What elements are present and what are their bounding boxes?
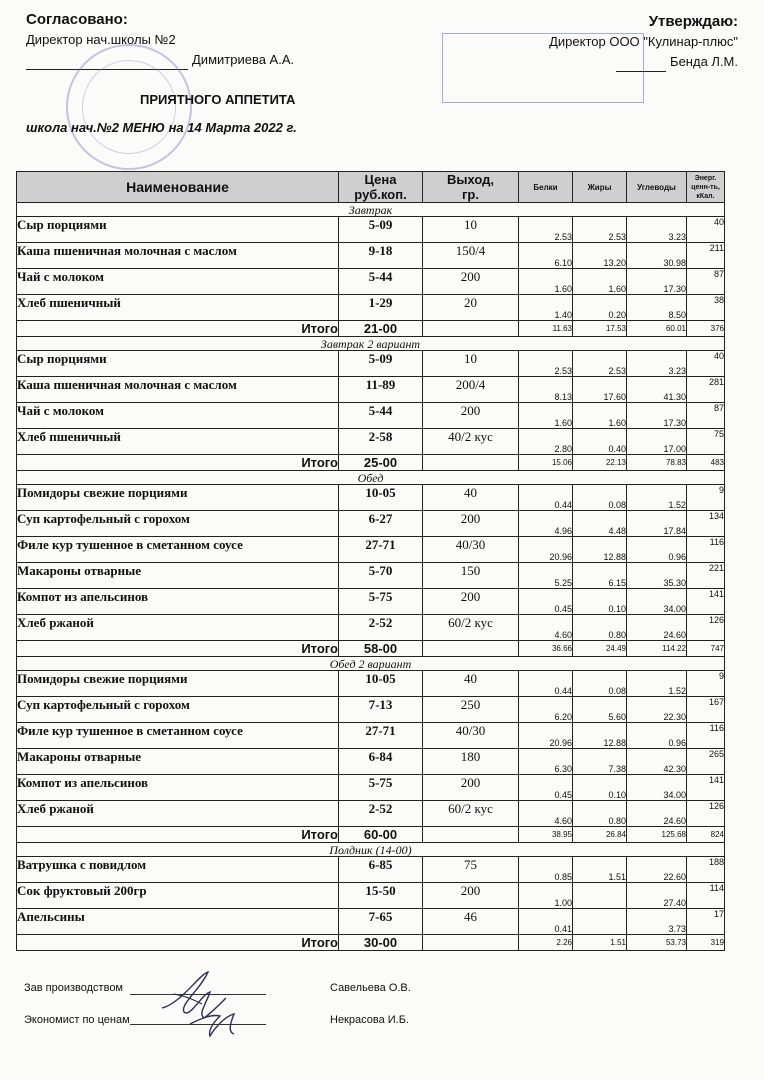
total-price: 25-00 <box>339 455 423 471</box>
dish-energy: 211 <box>687 243 725 269</box>
approve-title: Утверждаю: <box>648 13 738 30</box>
table-row <box>17 671 725 697</box>
dish-price: 2-52 <box>339 615 423 641</box>
agreed-name: Димитриева А.А. <box>192 52 295 67</box>
dish-energy: 167 <box>687 697 725 723</box>
total-price: 21-00 <box>339 321 423 337</box>
table-row <box>17 485 725 511</box>
dish-proteins: 8.13 <box>519 377 573 403</box>
total-row <box>17 321 725 337</box>
dish-carbs: 17.30 <box>627 269 687 295</box>
total-row <box>17 455 725 471</box>
dish-output: 200 <box>423 589 519 615</box>
dish-name: Хлеб пшеничный <box>17 295 339 321</box>
section-title: Полдник (14-00) <box>17 843 725 857</box>
dish-price: 1-29 <box>339 295 423 321</box>
dish-proteins: 2.53 <box>519 217 573 243</box>
total-output-empty <box>423 455 519 471</box>
dish-fats: 0.80 <box>573 801 627 827</box>
header-carbs: Углеводы <box>627 172 687 203</box>
total-output-empty <box>423 321 519 337</box>
total-output-empty <box>423 935 519 951</box>
dish-name: Помидоры свежие порциями <box>17 485 339 511</box>
table-row <box>17 909 725 935</box>
total-fats: 22.13 <box>573 455 627 471</box>
dish-price: 2-58 <box>339 429 423 455</box>
table-row <box>17 295 725 321</box>
dish-fats: 1.51 <box>573 857 627 883</box>
header-price-line2: руб.коп. <box>354 187 407 202</box>
dish-fats: 0.40 <box>573 429 627 455</box>
dish-carbs: 1.52 <box>627 671 687 697</box>
dish-price: 2-52 <box>339 801 423 827</box>
total-label: Итого <box>17 641 339 657</box>
dish-price: 5-75 <box>339 589 423 615</box>
dish-proteins: 6.10 <box>519 243 573 269</box>
dish-price: 7-65 <box>339 909 423 935</box>
agreed-position: Директор нач.школы №2 <box>26 32 176 47</box>
section-title: Завтрак <box>17 203 725 217</box>
dish-energy: 141 <box>687 775 725 801</box>
dish-carbs: 34.00 <box>627 589 687 615</box>
dish-energy: 281 <box>687 377 725 403</box>
dish-price: 10-05 <box>339 485 423 511</box>
dish-energy: 114 <box>687 883 725 909</box>
appetite-heading: ПРИЯТНОГО АППЕТИТА <box>140 92 296 107</box>
dish-output: 150/4 <box>423 243 519 269</box>
section-header-row <box>17 657 725 671</box>
total-fats: 17.53 <box>573 321 627 337</box>
dish-proteins: 0.44 <box>519 671 573 697</box>
total-energy: 483 <box>687 455 725 471</box>
total-carbs: 114.22 <box>627 641 687 657</box>
section-header-row <box>17 843 725 857</box>
dish-energy: 126 <box>687 615 725 641</box>
dish-output: 200 <box>423 775 519 801</box>
approve-position: Директор ООО "Кулинар-плюс" <box>549 34 738 49</box>
approve-name: Бенда Л.М. <box>670 54 738 69</box>
dish-fats: 12.88 <box>573 537 627 563</box>
dish-proteins: 0.44 <box>519 485 573 511</box>
dish-fats: 7.38 <box>573 749 627 775</box>
dish-name: Сыр порциями <box>17 351 339 377</box>
dish-output: 10 <box>423 351 519 377</box>
total-proteins: 2.26 <box>519 935 573 951</box>
dish-carbs: 3.23 <box>627 351 687 377</box>
header-energy-line2: ценн-ть, <box>691 183 720 191</box>
total-price: 30-00 <box>339 935 423 951</box>
economist-name: Некрасова И.Б. <box>330 1014 409 1026</box>
dish-name: Макароны отварные <box>17 563 339 589</box>
agreed-title: Согласовано: <box>26 11 128 28</box>
table-row <box>17 883 725 909</box>
dish-price: 7-13 <box>339 697 423 723</box>
dish-energy: 17 <box>687 909 725 935</box>
header-energy <box>687 172 725 203</box>
table-row <box>17 537 725 563</box>
dish-name: Хлеб ржаной <box>17 615 339 641</box>
dish-carbs: 3.23 <box>627 217 687 243</box>
dish-name: Каша пшеничная молочная с маслом <box>17 243 339 269</box>
dish-proteins: 1.40 <box>519 295 573 321</box>
dish-output: 20 <box>423 295 519 321</box>
dish-output: 40/30 <box>423 723 519 749</box>
header-price <box>339 172 423 203</box>
dish-output: 180 <box>423 749 519 775</box>
dish-output: 40/2 кус <box>423 429 519 455</box>
dish-name: Макароны отварные <box>17 749 339 775</box>
dish-output: 200 <box>423 883 519 909</box>
table-row <box>17 589 725 615</box>
dish-fats: 1.60 <box>573 403 627 429</box>
total-fats: 1.51 <box>573 935 627 951</box>
total-label: Итого <box>17 827 339 843</box>
total-fats: 24.49 <box>573 641 627 657</box>
dish-fats: 4.48 <box>573 511 627 537</box>
dish-name: Чай с молоком <box>17 403 339 429</box>
header-output <box>423 172 519 203</box>
dish-price: 6-27 <box>339 511 423 537</box>
dish-output: 250 <box>423 697 519 723</box>
dish-fats: 12.88 <box>573 723 627 749</box>
dish-output: 60/2 кус <box>423 615 519 641</box>
dish-name: Сыр порциями <box>17 217 339 243</box>
dish-proteins: 2.53 <box>519 351 573 377</box>
dish-output: 150 <box>423 563 519 589</box>
dish-proteins: 0.85 <box>519 857 573 883</box>
table-row <box>17 801 725 827</box>
dish-name: Хлеб ржаной <box>17 801 339 827</box>
header-output-line1: Выход, <box>446 172 495 187</box>
dish-energy: 75 <box>687 429 725 455</box>
dish-proteins: 0.45 <box>519 775 573 801</box>
menu-date-subtitle: школа нач.№2 МЕНЮ на 14 Марта 2022 г. <box>26 120 297 135</box>
dish-energy: 116 <box>687 723 725 749</box>
dish-output: 40 <box>423 485 519 511</box>
dish-proteins: 0.41 <box>519 909 573 935</box>
round-stamp-inner-ring <box>82 60 176 154</box>
dish-fats: 2.53 <box>573 351 627 377</box>
dish-energy: 116 <box>687 537 725 563</box>
dish-fats: 17.60 <box>573 377 627 403</box>
company-stamp <box>442 33 644 103</box>
dish-energy: 141 <box>687 589 725 615</box>
dish-price: 5-09 <box>339 351 423 377</box>
section-header-row <box>17 337 725 351</box>
total-carbs: 53.73 <box>627 935 687 951</box>
dish-name: Суп картофельный с горохом <box>17 511 339 537</box>
dish-name: Чай с молоком <box>17 269 339 295</box>
total-carbs: 125.68 <box>627 827 687 843</box>
dish-output: 200 <box>423 403 519 429</box>
dish-name: Компот из апельсинов <box>17 775 339 801</box>
dish-carbs: 24.60 <box>627 801 687 827</box>
header-price-line1: Цена <box>364 172 397 187</box>
dish-proteins: 0.45 <box>519 589 573 615</box>
dish-name: Филе кур тушенное в сметанном соусе <box>17 723 339 749</box>
dish-proteins: 4.60 <box>519 615 573 641</box>
dish-energy: 9 <box>687 485 725 511</box>
header-name: Наименование <box>17 172 339 203</box>
dish-fats: 2.53 <box>573 217 627 243</box>
dish-carbs: 0.96 <box>627 723 687 749</box>
dish-carbs: 27.40 <box>627 883 687 909</box>
dish-carbs: 3.73 <box>627 909 687 935</box>
dish-fats: 0.80 <box>573 615 627 641</box>
dish-carbs: 41.30 <box>627 377 687 403</box>
dish-price: 9-18 <box>339 243 423 269</box>
dish-proteins: 6.30 <box>519 749 573 775</box>
total-row <box>17 935 725 951</box>
dish-output: 40 <box>423 671 519 697</box>
header-energy-line1: Энерг. <box>694 174 717 182</box>
dish-price: 11-89 <box>339 377 423 403</box>
dish-price: 27-71 <box>339 723 423 749</box>
dish-energy: 40 <box>687 217 725 243</box>
table-row <box>17 615 725 641</box>
section-title: Обед <box>17 471 725 485</box>
dish-fats <box>573 909 627 935</box>
dish-energy: 221 <box>687 563 725 589</box>
dish-energy: 188 <box>687 857 725 883</box>
dish-fats: 6.15 <box>573 563 627 589</box>
dish-energy: 87 <box>687 403 725 429</box>
dish-price: 6-85 <box>339 857 423 883</box>
total-energy: 376 <box>687 321 725 337</box>
dish-output: 200/4 <box>423 377 519 403</box>
table-row <box>17 243 725 269</box>
dish-price: 10-05 <box>339 671 423 697</box>
table-row <box>17 511 725 537</box>
dish-price: 5-09 <box>339 217 423 243</box>
dish-fats: 0.10 <box>573 589 627 615</box>
total-energy: 747 <box>687 641 725 657</box>
dish-price: 5-44 <box>339 269 423 295</box>
dish-fats: 1.60 <box>573 269 627 295</box>
dish-output: 75 <box>423 857 519 883</box>
dish-proteins: 5.25 <box>519 563 573 589</box>
dish-name: Апельсины <box>17 909 339 935</box>
dish-energy: 134 <box>687 511 725 537</box>
section-header-row <box>17 471 725 485</box>
dish-name: Ватрушка с повидлом <box>17 857 339 883</box>
total-price: 58-00 <box>339 641 423 657</box>
dish-energy: 87 <box>687 269 725 295</box>
dish-carbs: 8.50 <box>627 295 687 321</box>
handwritten-signature <box>150 964 260 1044</box>
dish-proteins: 6.20 <box>519 697 573 723</box>
dish-output: 200 <box>423 511 519 537</box>
dish-proteins: 1.00 <box>519 883 573 909</box>
total-proteins: 15.06 <box>519 455 573 471</box>
dish-name: Компот из апельсинов <box>17 589 339 615</box>
dish-carbs: 24.60 <box>627 615 687 641</box>
dish-carbs: 42.30 <box>627 749 687 775</box>
dish-carbs: 22.30 <box>627 697 687 723</box>
table-row <box>17 429 725 455</box>
dish-energy: 9 <box>687 671 725 697</box>
dish-name: Филе кур тушенное в сметанном соусе <box>17 537 339 563</box>
dish-price: 15-50 <box>339 883 423 909</box>
table-row <box>17 217 725 243</box>
total-label: Итого <box>17 455 339 471</box>
dish-energy: 40 <box>687 351 725 377</box>
total-energy: 319 <box>687 935 725 951</box>
table-row <box>17 351 725 377</box>
dish-proteins: 1.60 <box>519 269 573 295</box>
total-energy: 824 <box>687 827 725 843</box>
dish-fats: 0.08 <box>573 485 627 511</box>
dish-carbs: 30.98 <box>627 243 687 269</box>
dish-carbs: 17.84 <box>627 511 687 537</box>
total-proteins: 11.63 <box>519 321 573 337</box>
total-proteins: 38.95 <box>519 827 573 843</box>
table-row <box>17 269 725 295</box>
header-proteins: Белки <box>519 172 573 203</box>
header-fats: Жиры <box>573 172 627 203</box>
table-row <box>17 563 725 589</box>
total-proteins: 36.66 <box>519 641 573 657</box>
dish-proteins: 1.60 <box>519 403 573 429</box>
dish-proteins: 2.80 <box>519 429 573 455</box>
total-label: Итого <box>17 321 339 337</box>
total-output-empty <box>423 641 519 657</box>
dish-energy: 38 <box>687 295 725 321</box>
total-carbs: 78.83 <box>627 455 687 471</box>
dish-carbs: 1.52 <box>627 485 687 511</box>
production-label: Зав производством <box>24 982 123 994</box>
table-row <box>17 723 725 749</box>
table-row <box>17 749 725 775</box>
dish-energy: 126 <box>687 801 725 827</box>
dish-proteins: 20.96 <box>519 537 573 563</box>
dish-price: 5-44 <box>339 403 423 429</box>
dish-fats: 13.20 <box>573 243 627 269</box>
total-output-empty <box>423 827 519 843</box>
dish-price: 6-84 <box>339 749 423 775</box>
total-label: Итого <box>17 935 339 951</box>
dish-carbs: 22.60 <box>627 857 687 883</box>
dish-name: Сок фруктовый 200гр <box>17 883 339 909</box>
table-row <box>17 377 725 403</box>
dish-name: Каша пшеничная молочная с маслом <box>17 377 339 403</box>
dish-fats: 5.60 <box>573 697 627 723</box>
dish-proteins: 4.96 <box>519 511 573 537</box>
total-price: 60-00 <box>339 827 423 843</box>
dish-price: 5-70 <box>339 563 423 589</box>
dish-carbs: 0.96 <box>627 537 687 563</box>
total-row <box>17 641 725 657</box>
menu-table <box>16 171 725 951</box>
dish-proteins: 20.96 <box>519 723 573 749</box>
dish-output: 40/30 <box>423 537 519 563</box>
table-row <box>17 697 725 723</box>
economist-label: Экономист по ценам <box>24 1014 130 1026</box>
dish-carbs: 35.30 <box>627 563 687 589</box>
dish-fats: 0.10 <box>573 775 627 801</box>
dish-name: Помидоры свежие порциями <box>17 671 339 697</box>
table-row <box>17 775 725 801</box>
section-title: Завтрак 2 вариант <box>17 337 725 351</box>
dish-price: 27-71 <box>339 537 423 563</box>
dish-output: 60/2 кус <box>423 801 519 827</box>
section-title: Обед 2 вариант <box>17 657 725 671</box>
dish-name: Суп картофельный с горохом <box>17 697 339 723</box>
dish-output: 46 <box>423 909 519 935</box>
dish-name: Хлеб пшеничный <box>17 429 339 455</box>
total-fats: 26.84 <box>573 827 627 843</box>
dish-fats <box>573 883 627 909</box>
dish-output: 10 <box>423 217 519 243</box>
dish-price: 5-75 <box>339 775 423 801</box>
dish-carbs: 34.00 <box>627 775 687 801</box>
header-output-line2: гр. <box>462 187 479 202</box>
dish-energy: 265 <box>687 749 725 775</box>
table-row <box>17 857 725 883</box>
total-carbs: 60.01 <box>627 321 687 337</box>
production-name: Савельева О.В. <box>330 982 411 994</box>
header-energy-line3: кКал. <box>696 192 715 200</box>
dish-carbs: 17.30 <box>627 403 687 429</box>
dish-proteins: 4.60 <box>519 801 573 827</box>
table-header-row <box>17 172 725 203</box>
round-stamp <box>66 44 192 170</box>
table-row <box>17 403 725 429</box>
section-header-row <box>17 203 725 217</box>
total-row <box>17 827 725 843</box>
menu-table-body <box>17 203 725 951</box>
dish-output: 200 <box>423 269 519 295</box>
dish-carbs: 17.00 <box>627 429 687 455</box>
dish-fats: 0.20 <box>573 295 627 321</box>
dish-fats: 0.08 <box>573 671 627 697</box>
